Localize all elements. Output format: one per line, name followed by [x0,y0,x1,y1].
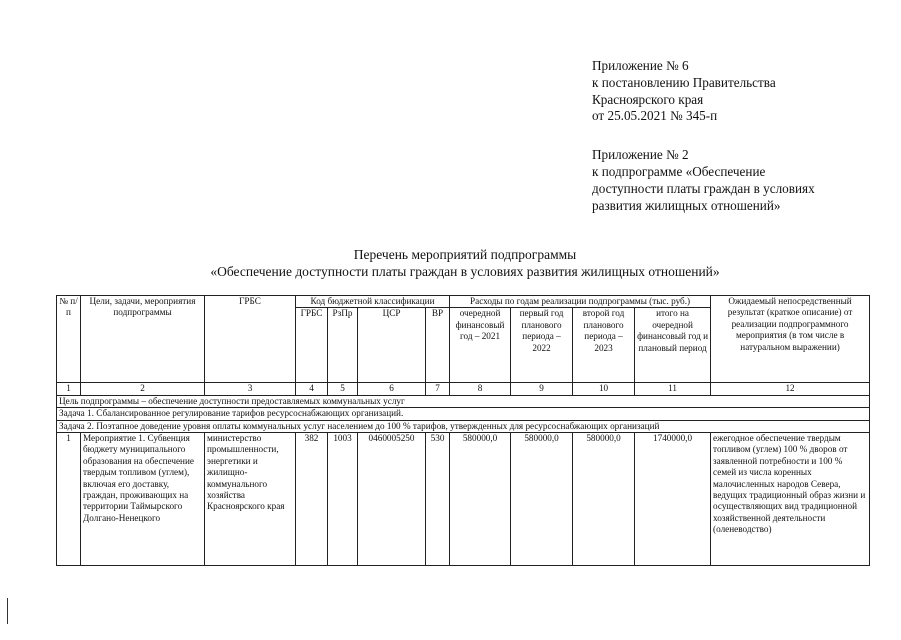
annex-line: от 25.05.2021 № 345-п [592,108,718,124]
goal-text: Цель подпрограммы – обеспечение доступности предоставляемых коммунальных услуг [57,395,870,407]
header-result: Ожидаемый непосредственный результат (краткое описание) от реализации подпрограммного мероприятия (в том числе в натуральном выражении) [711,296,870,383]
header-year-2023: второй год планового периода – 2023 [573,308,635,383]
column-number: 10 [573,383,635,395]
header-year-2022: первый год планового периода – 2022 [511,308,573,383]
annex-line: доступности платы граждан в условиях [592,180,815,196]
rzpr-code: 1003 [328,433,358,566]
header-row [57,296,870,308]
grbs-code: 382 [296,433,328,566]
csr-code: 0460005250 [358,433,426,566]
expected-result: ежегодное обеспечение твердым топливом (углем) 100 % дворов от заявленной потребности и 100 % семей из числа коренных малочисленных народов Севера, ведущих традиционный образ жизни и осуществляющих вид традиционной хозяйственной деятельности (оленеводство) [711,433,870,566]
document-title [120,246,810,280]
column-numbers-row [57,383,870,395]
task-row [57,420,870,432]
column-number: 5 [328,383,358,395]
amount-2023: 580000,0 [573,433,635,566]
annex-line: к постановлению Правительства [592,74,776,90]
header-no: № п/п [57,296,81,383]
column-number: 12 [711,383,870,395]
table-row [57,433,870,566]
activity-grbs: министерство промышленности, энергетики и жилищно-коммунального хозяйства Красноярского края [205,433,296,566]
header-rzpr: РзПр [328,308,358,383]
header-grbs-code: ГРБС [296,308,328,383]
annex-line: развития жилищных отношений» [592,197,781,213]
goal-row [57,395,870,407]
vr-code: 530 [426,433,450,566]
task-2-text: Задача 2. Поэтапное доведение уровня оплаты коммунальных услуг населением до 100 % тарифов, утвержденных для ресурсоснабжающих организаций [57,420,870,432]
annex-block [592,58,892,214]
activities-table [56,295,870,566]
column-number: 9 [511,383,573,395]
header-expenses: Расходы по годам реализации подпрограммы (тыс. руб.) [450,296,711,308]
header-vr: ВР [426,308,450,383]
row-number: 1 [57,433,81,566]
annex-line: к подпрограмме «Обеспечение [592,163,766,179]
amount-total: 1740000,0 [635,433,711,566]
column-number: 7 [426,383,450,395]
column-number: 3 [205,383,296,395]
header-grbs: ГРБС [205,296,296,383]
column-number: 1 [57,383,81,395]
amount-2022: 580000,0 [511,433,573,566]
activity-name: Мероприятие 1. Субвенция бюджету муниципального образования на обеспечение твердым топливом (углем), включая его доставку, граждан, проживающих на территории Таймырского Долгано-Ненецкого [81,433,205,566]
header-budget-code: Код бюджетной классификации [296,296,450,308]
task-1-text: Задача 1. Сбалансированное регулирование тарифов ресурсоснабжающих организаций. [57,408,870,420]
title-line: Перечень мероприятий подпрограммы [353,247,577,262]
column-number: 4 [296,383,328,395]
header-goals: Цели, задачи, мероприятия подпрограммы [81,296,205,383]
amount-2021: 580000,0 [450,433,511,566]
annex-line: Приложение № 6 [592,58,689,73]
page-margin-line [7,598,8,624]
annex-line: Приложение № 2 [592,147,689,163]
column-number: 8 [450,383,511,395]
column-number: 2 [81,383,205,395]
title-line: «Обеспечение доступности платы граждан в условиях развития жилищных отношений» [210,264,720,279]
column-number: 11 [635,383,711,395]
header-csr: ЦСР [358,308,426,383]
header-year-2021: очередной финансовый год – 2021 [450,308,511,383]
header-total: итого на очередной финансовый год и плановый период [635,308,711,383]
annex-line: Красноярского края [592,91,704,107]
column-number: 6 [358,383,426,395]
task-row [57,408,870,420]
